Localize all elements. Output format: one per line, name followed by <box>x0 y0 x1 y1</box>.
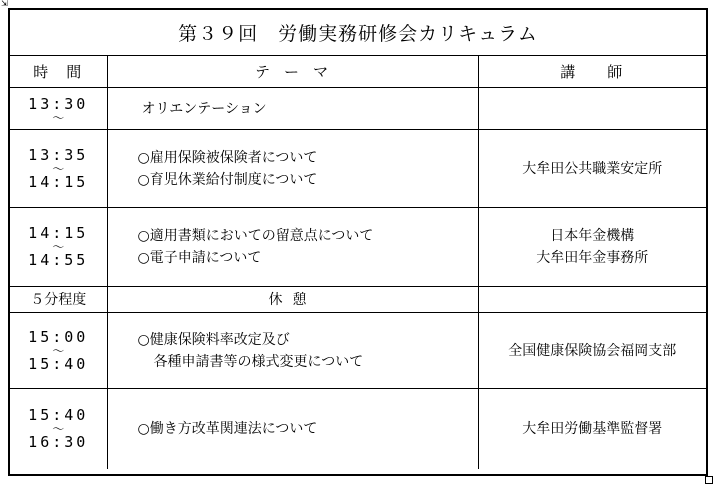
curriculum-table <box>10 56 706 469</box>
time-start: 13:35 <box>28 145 89 164</box>
theme-cell <box>107 389 478 469</box>
lecturer-line: 全国健康保険協会福岡支部 <box>508 342 677 359</box>
time-cell: ５分程度 <box>10 287 107 313</box>
theme-line: ○適用書類においての留意点について <box>137 228 374 244</box>
table-row <box>10 313 706 389</box>
time-end: 15:40 <box>28 354 89 373</box>
page-title: 第３９回 労働実務研修会カリキュラム <box>10 10 706 56</box>
time-cell <box>10 88 107 130</box>
theme-cell <box>107 208 478 287</box>
table-header-row <box>10 56 706 88</box>
time-end: 16:30 <box>28 432 89 451</box>
anchor-mark-icon: ⇲ <box>1 0 8 8</box>
resize-handle-icon[interactable] <box>705 476 713 484</box>
time-cell <box>10 389 107 469</box>
lecturer-cell <box>478 287 706 313</box>
tilde-mark: ～ <box>52 421 65 436</box>
lecturer-cell <box>478 208 706 287</box>
header-lecturer: 講師 <box>478 56 706 88</box>
time-start: 15:00 <box>28 327 89 346</box>
lecturer-line: 大牟田労働基準監督署 <box>522 420 663 437</box>
table-row <box>10 88 706 130</box>
theme-cell <box>107 130 478 208</box>
header-theme: テーマ <box>107 56 478 88</box>
theme-cell <box>107 88 478 130</box>
table-row <box>10 389 706 469</box>
tilde-mark: ～ <box>52 161 65 176</box>
header-time: 時間 <box>10 56 107 88</box>
tilde-mark: ～ <box>52 111 65 125</box>
curriculum-frame <box>8 8 708 476</box>
theme-line: ○電子申請について <box>137 250 262 266</box>
theme-line: 各種申請書等の様式変更について <box>153 353 364 370</box>
theme-line: ○健康保険料率改定及び <box>137 331 290 348</box>
time-end: 14:15 <box>28 172 89 191</box>
time-start: 15:40 <box>28 405 89 424</box>
time-cell <box>10 313 107 389</box>
table-row <box>10 287 706 313</box>
time-cell <box>10 130 107 208</box>
tilde-mark: ～ <box>52 240 65 254</box>
time-end: 14:55 <box>28 251 89 269</box>
lecturer-cell <box>478 389 706 469</box>
lecturer-line: 大牟田公共職業安定所 <box>522 160 663 177</box>
theme-cell: 休憩 <box>107 287 478 313</box>
time-cell <box>10 208 107 287</box>
theme-line: ○育児休業給付制度について <box>137 171 318 188</box>
theme-line: ○働き方改革関連法について <box>137 420 318 437</box>
lecturer-cell <box>478 130 706 208</box>
time-start: 13:30 <box>28 95 89 113</box>
lecturer-cell <box>478 88 706 130</box>
table-row <box>10 130 706 208</box>
theme-cell <box>107 313 478 389</box>
lecturer-cell <box>478 313 706 389</box>
theme-line: オリエンテーション <box>141 100 267 117</box>
time-start: 14:15 <box>28 224 89 242</box>
tilde-mark: ～ <box>52 343 65 358</box>
lecturer-line: 日本年金機構 <box>550 228 635 244</box>
table-row <box>10 208 706 287</box>
lecturer-line: 大牟田年金事務所 <box>536 250 649 266</box>
theme-line: ○雇用保険被保険者について <box>137 149 318 166</box>
